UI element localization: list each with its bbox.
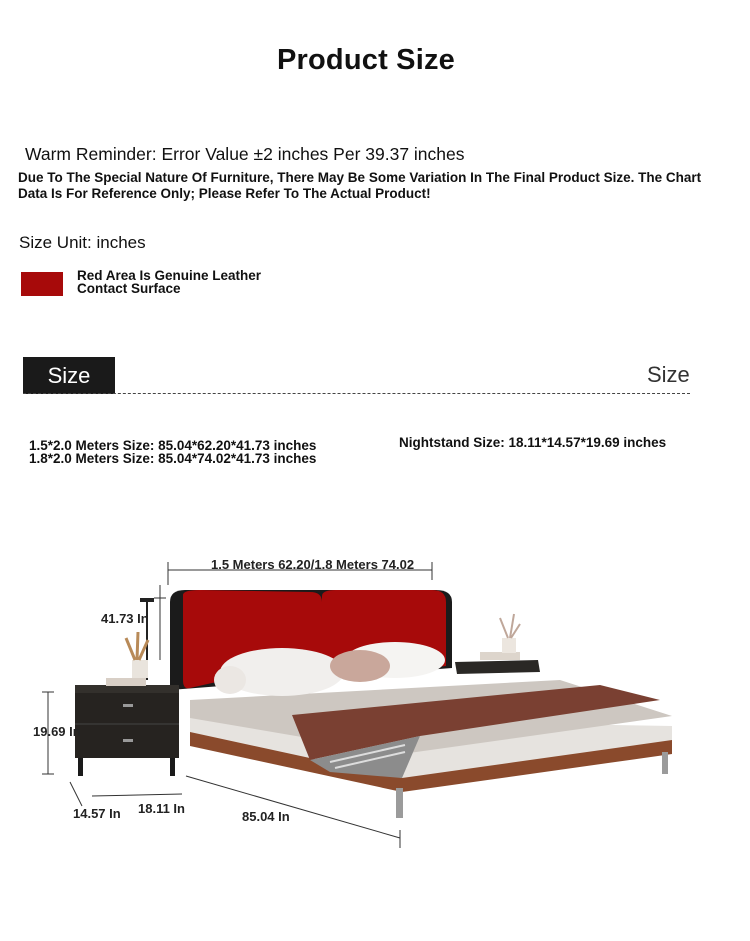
nightstand-depth-dimension: 14.57 In — [73, 806, 121, 821]
section-divider — [23, 393, 690, 394]
bed-width-dimension: 1.5 Meters 62.20/1.8 Meters 74.02 — [211, 557, 415, 572]
nightstand-height-dimension: 19.69 In — [33, 724, 81, 739]
nightstand-size-text: Nightstand Size: 18.11*14.57*19.69 inches — [399, 435, 667, 450]
nightstand-width-dimension: 18.11 In — [138, 801, 185, 816]
size-unit: Size Unit: inches — [19, 233, 146, 252]
warm-reminder: Warm Reminder: Error Value ±2 inches Per 39.37 inches — [25, 144, 465, 164]
size-section-tab: Size — [23, 357, 115, 394]
variation-note: Due To The Special Nature Of Furniture, There May Be Some Variation In The Final Product Size. The Chart Data Is For Reference Only; Please Refer To The Actual Product! — [18, 170, 702, 201]
bed-size-text: 1.5*2.0 Meters Size: 85.04*62.20*41.73 inches 1.8*2.0 Meters Size: 85.04*74.02*41.73 inches — [29, 438, 317, 466]
size-section-label: Size — [647, 362, 690, 387]
bed-length-dimension: 85.04 In — [242, 809, 290, 824]
leather-legend-label: Red Area Is Genuine Leather Contact Surface — [77, 268, 262, 296]
page-title: Product Size — [276, 44, 456, 76]
bed-height-dimension: 41.73 In — [101, 611, 149, 626]
leather-color-swatch — [21, 272, 63, 296]
